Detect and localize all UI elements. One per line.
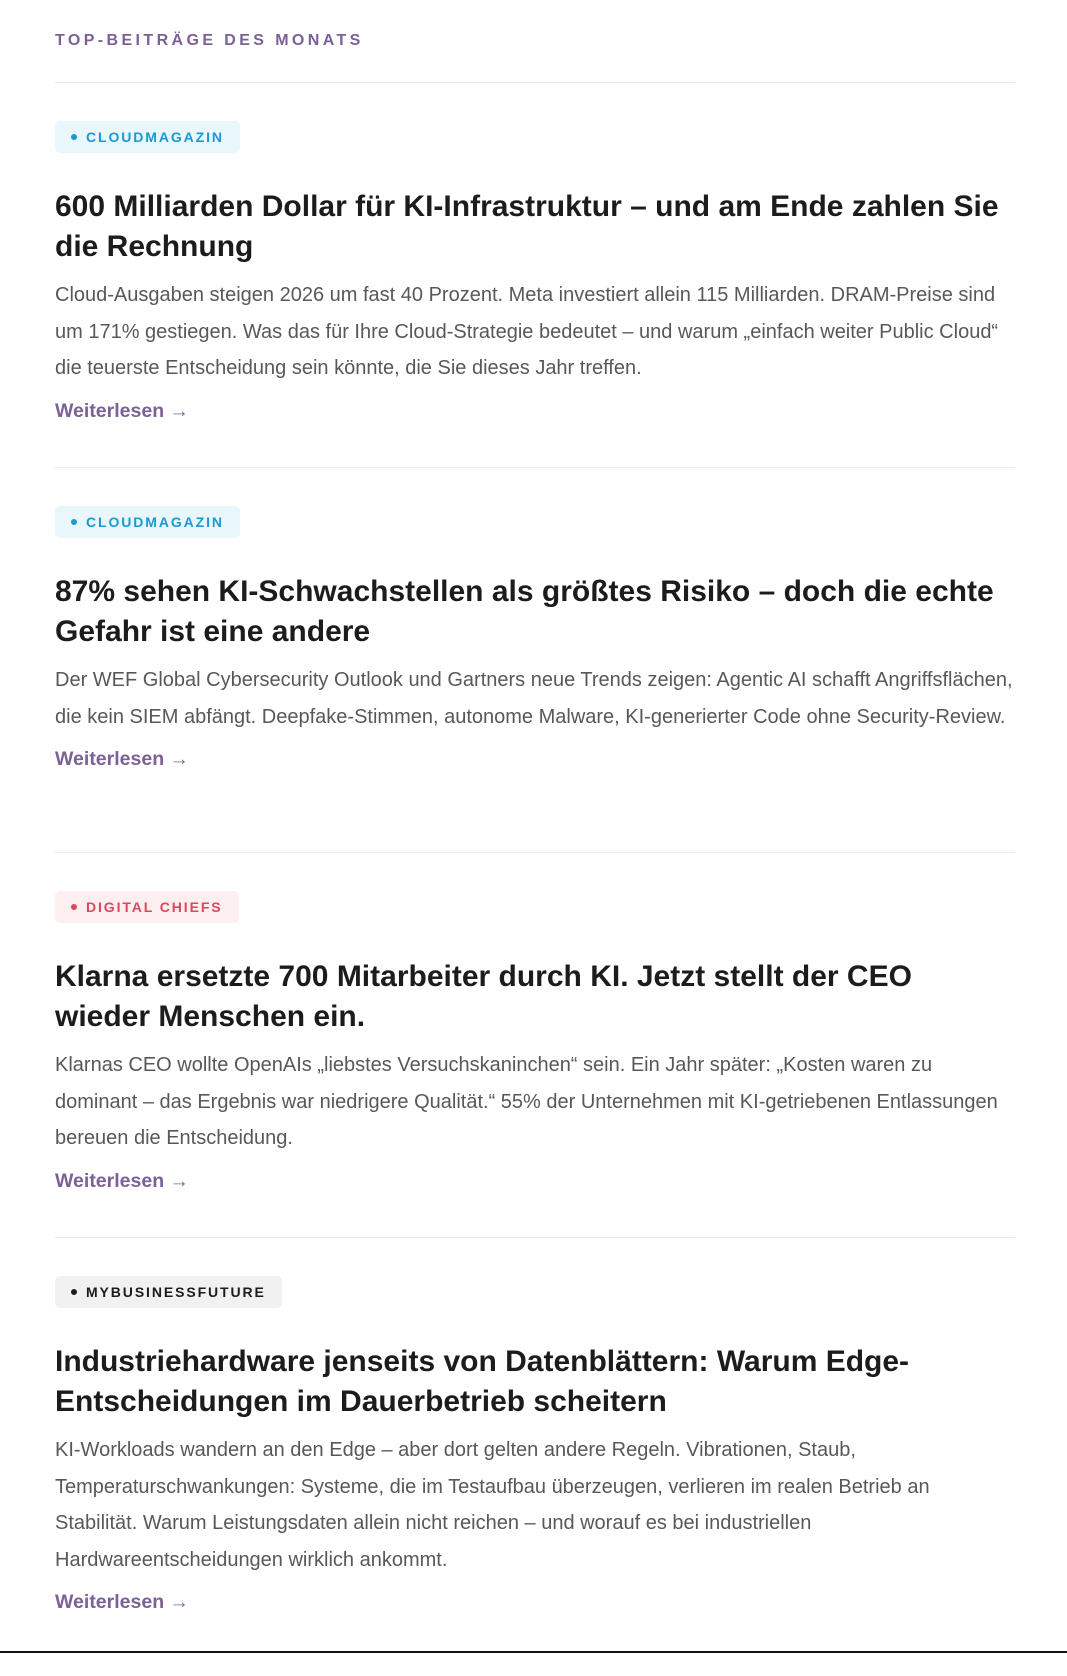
read-more-link[interactable]: Weiterlesen → [55,1591,190,1613]
bullet-dot-icon [71,134,77,140]
article-excerpt: Klarnas CEO wollte OpenAIs „liebstes Versuchskaninchen“ sein. Ein Jahr später: „Kosten waren zu dominant – das Ergebnis war niedrigere Qualität.“ 55% der Unternehmen mit KI-getriebenen Entlassungen bereuen die Entscheidung. [55,1054,998,1149]
source-badge [55,506,240,538]
read-more-link[interactable]: Weiterlesen → [55,1169,190,1192]
section-title: TOP-BEITRÄGE DES MONATS [55,32,364,49]
source-label: DIGITAL CHIEFS [86,899,223,915]
article-card [55,83,1015,467]
source-badge [55,1276,282,1308]
article-card [55,1238,1015,1676]
read-more-link[interactable]: Weiterlesen → [55,399,190,422]
source-badge [55,891,239,923]
article-card [55,468,1015,852]
article-card [55,853,1015,1237]
bullet-dot-icon [71,519,77,525]
bullet-dot-icon [71,1289,77,1295]
article-title[interactable]: Klarna ersetzte 700 Mitarbeiter durch KI. Jetzt stellt der CEO wieder Menschen ein. [55,960,912,1033]
article-excerpt: KI-Workloads wandern an den Edge – aber dort gelten andere Regeln. Vibrationen, Staub, Temperaturschwankungen: Systeme, die im Testaufbau überzeugen, verlieren im realen Betrieb an Stabilität. Warum Leistungsdaten allein nicht reichen – und worauf es bei industriellen Hardwareentscheidungen wirklich ankommt. [55,1439,930,1571]
article-title[interactable]: 87% sehen KI-Schwachstellen als größtes Risiko – doch die echte Gefahr ist eine andere [55,575,994,648]
article-title[interactable]: Industriehardware jenseits von Datenblättern: Warum Edge-Entscheidungen im Dauerbetrieb scheitern [55,1345,910,1418]
bullet-dot-icon [71,904,77,910]
article-title[interactable]: 600 Milliarden Dollar für KI-Infrastruktur – und am Ende zahlen Sie die Rechnung [55,190,999,263]
top-posts-section [55,0,1015,1676]
source-label: CLOUDMAGAZIN [86,514,224,530]
source-label: MYBUSINESSFUTURE [86,1284,266,1300]
source-label: CLOUDMAGAZIN [86,129,224,145]
article-excerpt: Der WEF Global Cybersecurity Outlook und Gartners neue Trends zeigen: Agentic AI schafft Angriffsflächen, die kein SIEM abfängt. Deepfake-Stimmen, autonome Malware, KI-generierter Code ohne Security-Review. [55,669,1013,728]
article-excerpt: Cloud-Ausgaben steigen 2026 um fast 40 Prozent. Meta investiert allein 115 Milliarden. DRAM-Preise sind um 171% gestiegen. Was das für Ihre Cloud-Strategie bedeutet – und warum „einfach weiter Public Cloud“ die teuerste Entscheidung sein könnte, die Sie dieses Jahr treffen. [55,284,999,379]
source-badge [55,121,240,153]
read-more-link[interactable]: Weiterlesen → [55,748,190,770]
